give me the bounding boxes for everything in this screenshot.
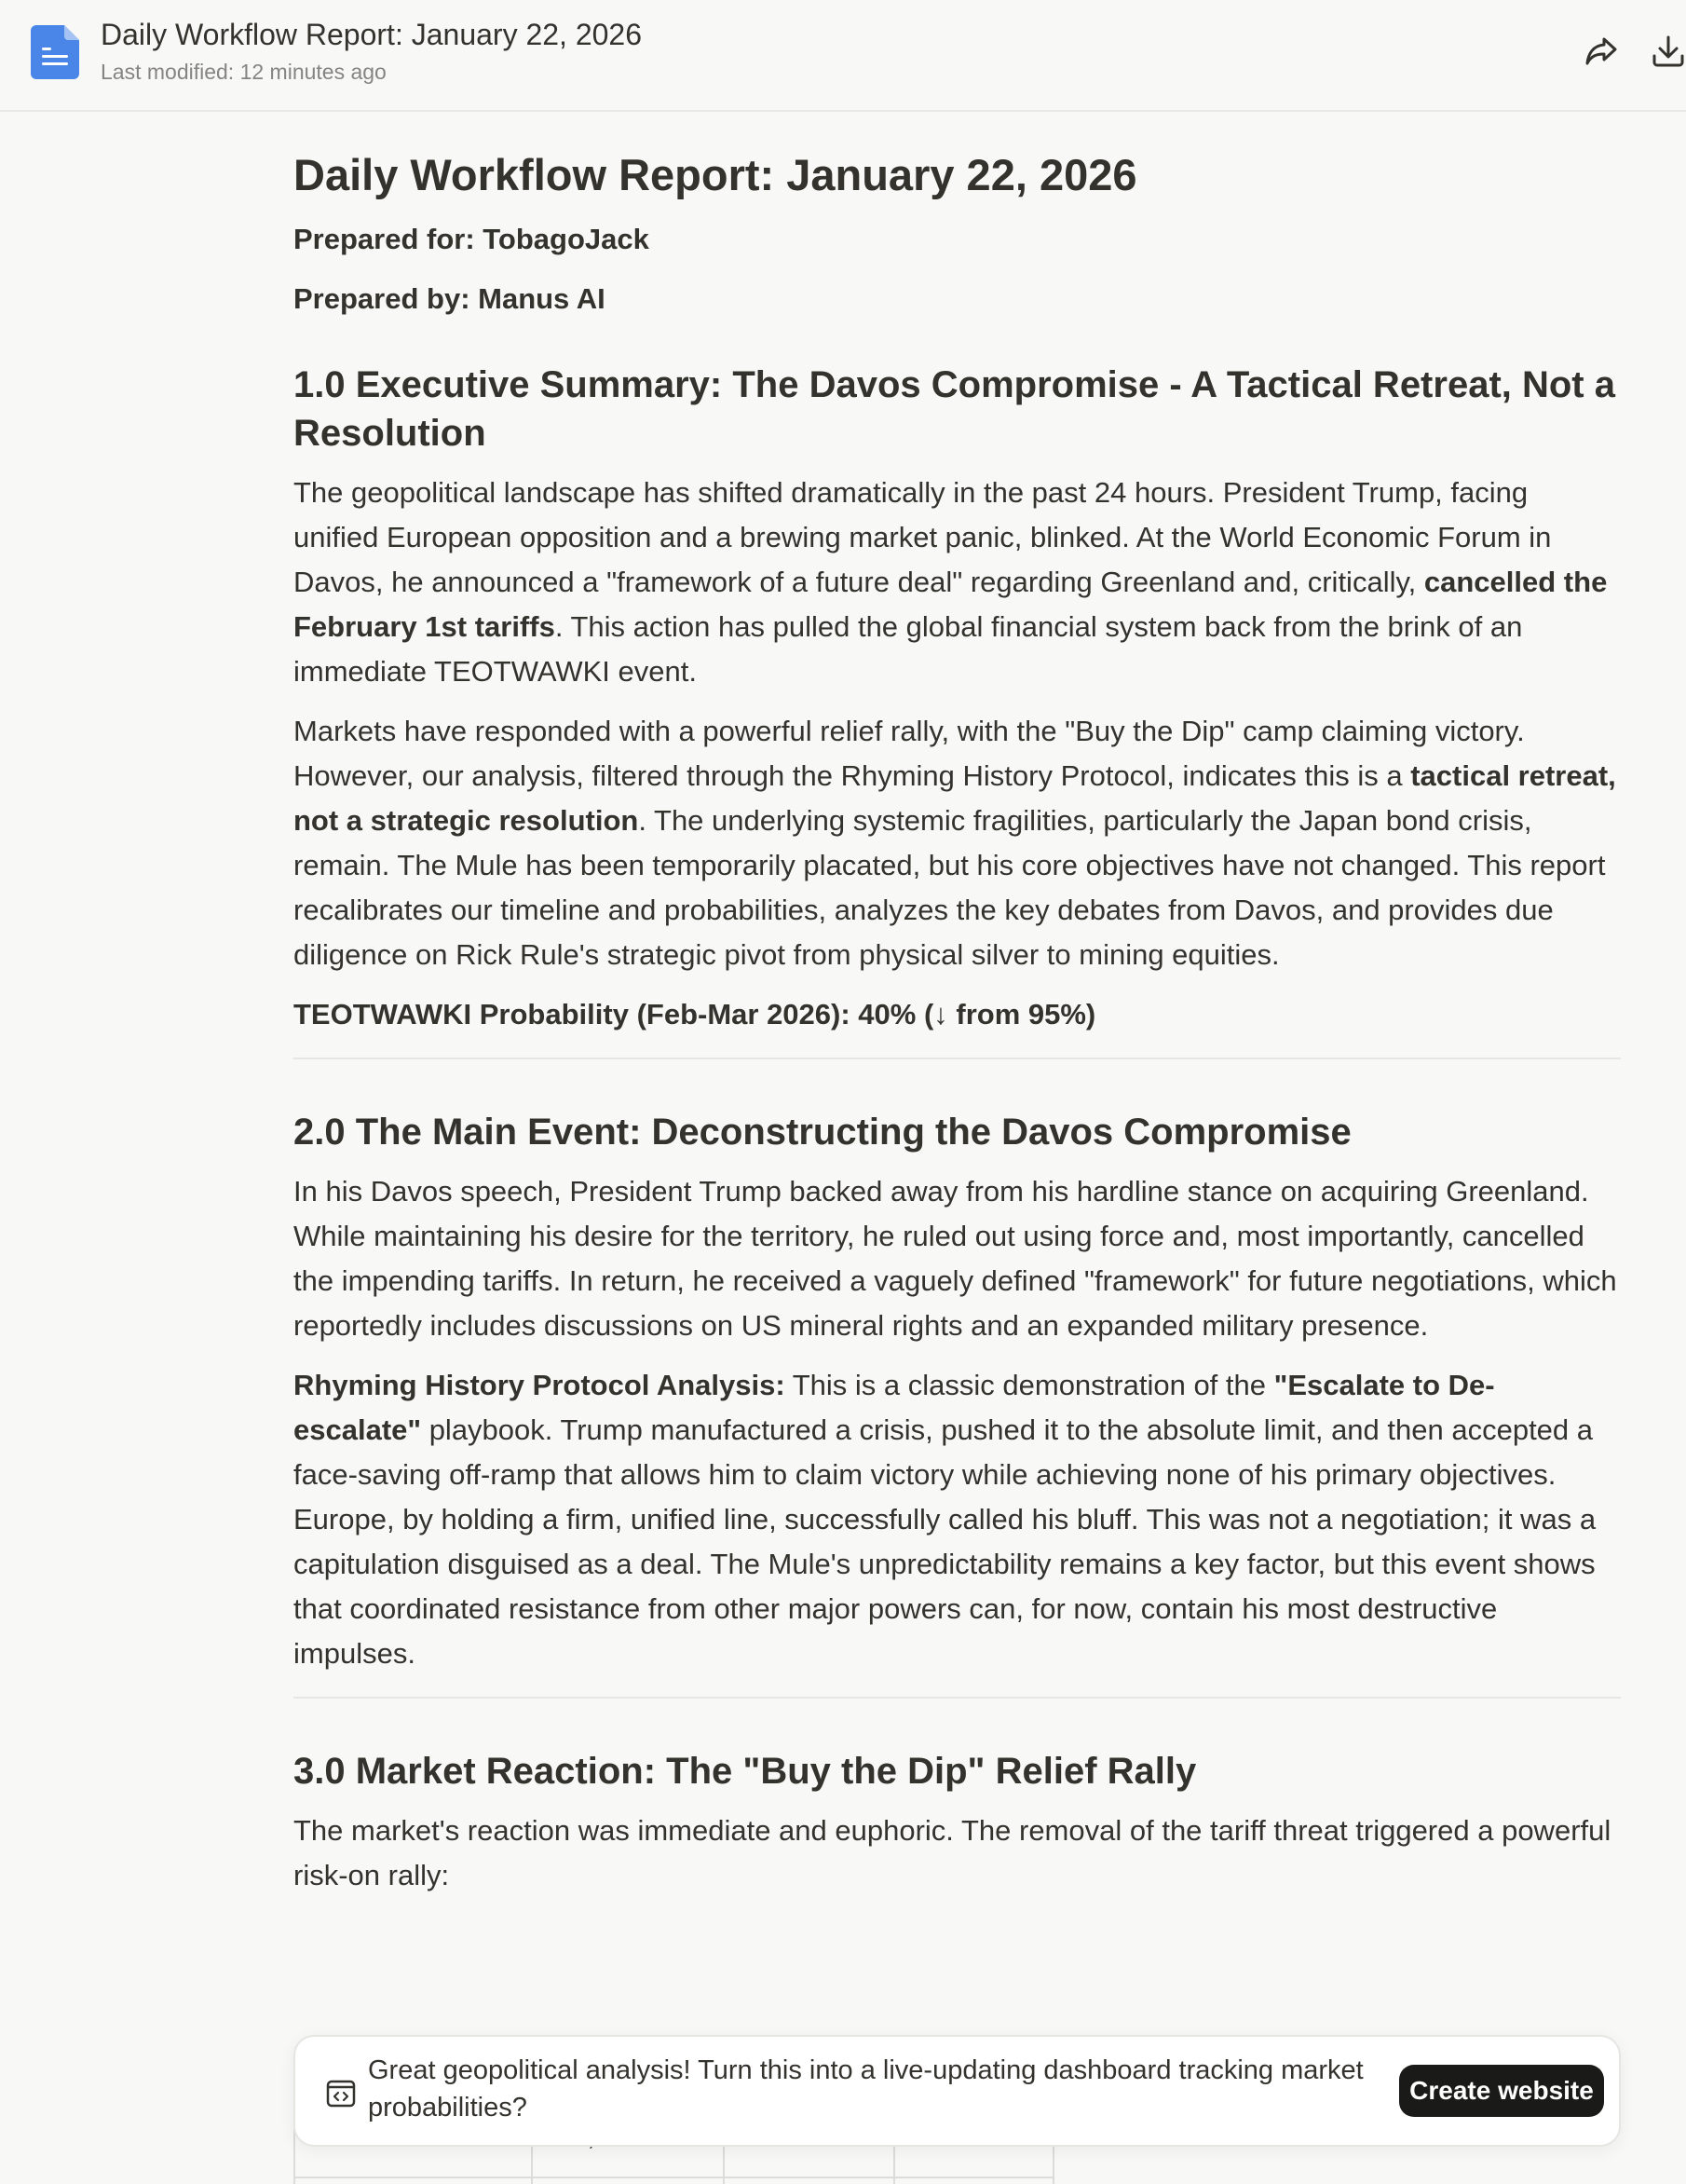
section-1-paragraph-1: The geopolitical landscape has shifted dramatically in the past 24 hours. President Trump, facing unified European opposition and a brewing market panic, blinked. At the World Economic Forum in Davos, he announced a "framework of a future deal" regarding Greenland and, critically, cancelled the February 1st tariffs. This action has pulled the global financial system back from the brink of an immediate TEOTWAWKI event. [293, 475, 1608, 688]
top-bar [0, 0, 1686, 112]
document-body [293, 149, 1621, 1913]
section-1-paragraph-2: Markets have responded with a powerful relief rally, with the "Buy the Dip" camp claiming victory. However, our analysis, filtered through the Rhyming History Protocol, indicates this is a tactical retreat, not a strategic resolution. The underlying systemic fragilities, particularly the Japan bond crisis, remain. The Mule has been temporarily placated, but his core objectives have not changed. This report recalibrates our timeline and probabilities, analyzes the key debates from Davos, and provides due diligence on Rick Rule's strategic pivot from physical silver to mining equities. [293, 714, 1616, 971]
prepared-for: Prepared for: TobagoJack [293, 223, 649, 256]
code-icon [325, 2078, 357, 2109]
section-2-paragraph-1: In his Davos speech, President Trump backed away from his hardline stance on acquiring Greenland. While maintaining his desire for the territory, he ruled out using force and, most importantly, cancelled the impending tariffs. In return, he received a vaguely defined "framework" for future negotiations, which reportedly includes discussions on US mineral rights and an expanded military presence. [293, 1174, 1617, 1342]
section-3-paragraph-1: The market's reaction was immediate and euphoric. The removal of the tariff threat triggered a powerful risk-on rally: [293, 1813, 1611, 1891]
section-1-heading: 1.0 Executive Summary: The Davos Compromise - A Tactical Retreat, Not a Resolution [293, 363, 1615, 454]
document-title: Daily Workflow Report: January 22, 2026 [101, 18, 643, 51]
section-2-paragraph-2: Rhyming History Protocol Analysis: This is a classic demonstration of the "Escalate to De-escalate" playbook. Trump manufactured a crisis, pushed it to the absolute limit, and then accepted a face-saving off-ramp that allows him to claim victory while achieving none of his primary objectives. Europe, by holding a firm, unified line, successfully called his bluff. This was not a negotiation; it was a capitulation disguised as a deal. The Mule's unpredictability remains a key factor, but this event shows that coordinated resistance from other major powers can, for now, contain his most destructive impulses. [293, 1368, 1597, 1670]
suggestion-banner [293, 2035, 1621, 2147]
probability-statement: TEOTWAWKI Probability (Feb-Mar 2026): 40% (↓ from 95%) [293, 997, 1096, 1031]
document-icon [31, 25, 79, 79]
prepared-by: Prepared by: Manus AI [293, 281, 605, 315]
last-modified-label: Last modified: 12 minutes ago [101, 60, 387, 84]
create-website-button[interactable]: Create website [1399, 2065, 1604, 2117]
download-icon[interactable] [1649, 32, 1686, 71]
section-2-heading: 2.0 The Main Event: Deconstructing the Davos Compromise [293, 1111, 1352, 1153]
divider [293, 1058, 1621, 1059]
table-row-divider [295, 2177, 1053, 2178]
report-title: Daily Workflow Report: January 22, 2026 [293, 150, 1137, 199]
section-3-heading: 3.0 Market Reaction: The "Buy the Dip" Relief Rally [293, 1750, 1197, 1792]
banner-text: Great geopolitical analysis! Turn this into a live-updating dashboard tracking market probabilities? [368, 2055, 1364, 2123]
share-icon[interactable] [1582, 32, 1621, 71]
divider [293, 1697, 1621, 1699]
